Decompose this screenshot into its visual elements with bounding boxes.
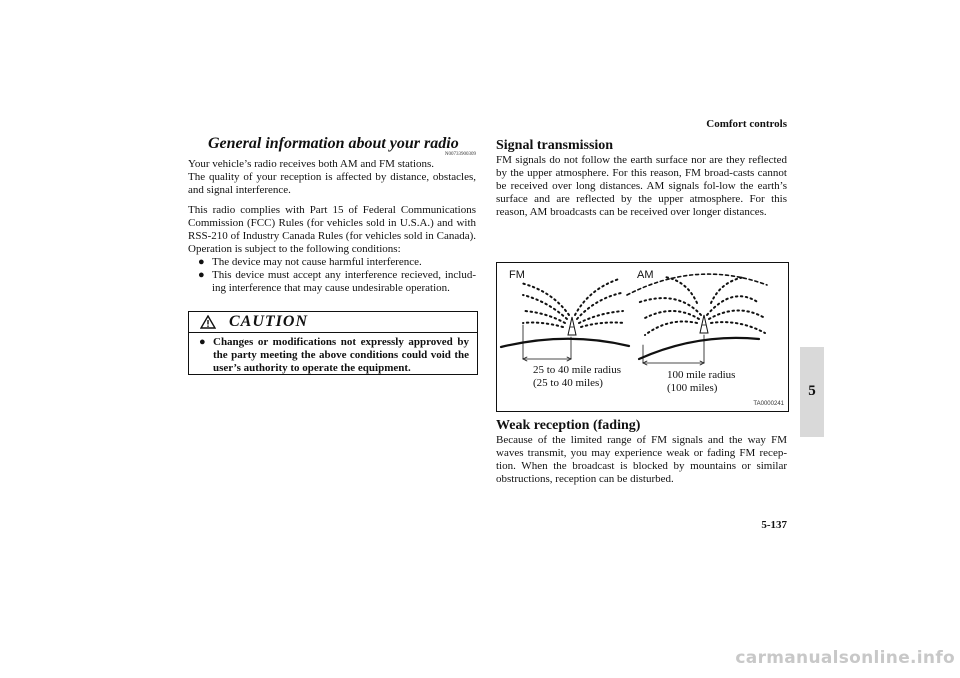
chapter-tab [800,347,824,437]
list-item [188,269,476,295]
paragraph-reception-2: The quality of your reception is affected by distance, obstacles, and signal interference. [188,171,476,196]
fm-radius-line1: 25 to 40 mile radius [533,364,621,376]
fm-label: FM [509,269,525,281]
signal-paragraph: FM signals do not follow the earth surface nor are they reflected by the upper atmosphere. For this reason, FM broad-casts cannot be received over long distances. AM signals fol-low the earth’s surface and are reflected by the upper atmosphere. For this reason, AM broadcasts can be received over longer distances. [496,154,787,218]
paragraph-fcc: This radio complies with Part 15 of Federal Communications Commission (FCC) Rules (for vehicles sold in U.S.A.) and with RSS-210 of Industry Canada Rules (for vehicles sold in Canada). Operation is subject to the following conditions: [188,204,476,255]
paragraph-reception-1: Your vehicle’s radio receives both AM and FM stations. [188,158,435,170]
bullet-icon: ● [198,269,205,281]
bullet-text: This device must accept any interference recieved, includ-ing interference that may cause undesirable operation. [212,269,476,294]
list-item [188,256,476,269]
fm-radius-label [533,364,621,390]
left-column [188,137,476,295]
caution-text: Changes or modifications not expressly approved by the party meeting the above conditions could void the user’s authority to operate the equipment. [213,336,469,374]
page-title: General information about your radio [208,135,459,152]
am-radius-line1: 100 mile radius [667,369,736,381]
section-header: Comfort controls [706,118,787,130]
signal-figure [496,262,789,412]
document-code: N00733900309 [444,152,476,157]
bullet-text: The device may not cause harmful interference. [212,256,422,268]
page-number: 5-137 [761,519,787,531]
fm-radius-line2: (25 to 40 miles) [533,377,603,389]
caution-heading: CAUTION [229,313,309,330]
am-radius-line2: (100 miles) [667,382,718,394]
weak-heading: Weak reception (fading) [496,418,641,433]
caution-header [189,312,477,333]
bullet-icon: ● [198,256,205,268]
watermark: carmanualsonline.info [735,648,955,668]
am-radius-label [667,369,735,395]
weak-paragraph: Because of the limited range of FM signals and the way FM waves transmit, you may experience weak or fading FM recep-tion. When the broadcast is blocked by mountains or similar obstructions, reception can be disturbed. [496,434,787,485]
signal-section [496,138,787,219]
chapter-number: 5 [808,383,816,399]
am-label: AM [637,269,654,281]
warning-triangle-icon [200,315,216,329]
caution-box [188,311,478,375]
signal-heading: Signal transmission [496,138,614,153]
figure-code: TA0000241 [753,401,784,407]
weak-reception-section [496,418,787,486]
caution-body [189,333,477,375]
bullet-icon: ● [199,336,206,348]
